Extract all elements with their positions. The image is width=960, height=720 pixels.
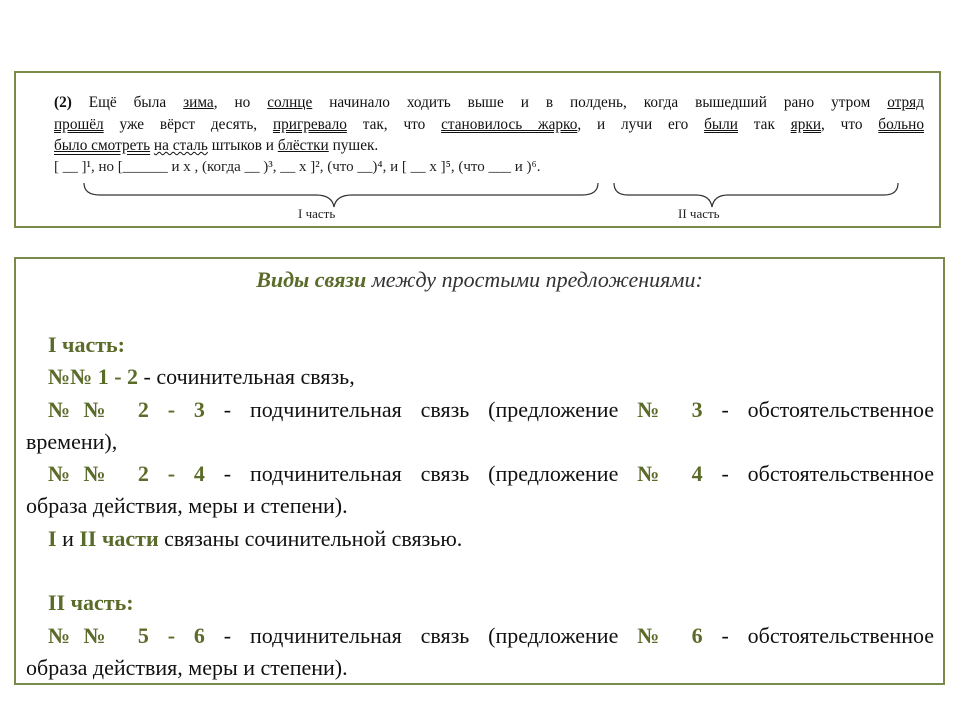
part-2-label: II часть (678, 206, 720, 221)
analysis-box (14, 257, 945, 685)
relation-row-3: №№ 2 - 4 - подчинительная связь (предложение № 4 - обстоятельственное (48, 461, 935, 487)
part-braces (16, 73, 939, 226)
example-line-2: прошёл уже вёрст десять, пригревало так, что становилось жарко, и лучи его были так ярки, что больно (54, 115, 924, 133)
analysis-heading: Виды связи между простыми предложениями: (256, 267, 703, 292)
relation-row-2-cont: времени), (26, 428, 118, 454)
relation-row-4-cont: образа действия, меры и степени). (26, 654, 348, 680)
sentence-scheme: [ __ ]¹, но [______ и х , (когда __ )³, __ х ]², (что __)⁴, и [ __ х ]⁵, (что ___ и )⁶. (54, 159, 541, 175)
part-1-title: I часть: (48, 332, 125, 357)
spacer (26, 555, 934, 587)
example-line-1: (2) Ещё была зима, но солнце начинало ходить выше и в полдень, когда вышедший рано утром отряд (54, 94, 925, 111)
brace-part-1 (84, 183, 598, 207)
part-2-title: II часть: (48, 590, 134, 616)
example-number: (2) (54, 94, 72, 111)
relation-row-3-cont: образа действия, меры и степени). (26, 493, 348, 519)
example-box (14, 71, 941, 228)
part-1-label: I часть (298, 206, 336, 221)
parts-link: I и II части связаны сочинительной связью. (48, 525, 463, 551)
relation-row-2: №№ 2 - 3 - подчинительная связь (предложение № 3 - обстоятельственное (48, 396, 935, 422)
brace-part-2 (614, 183, 898, 207)
analysis-body (26, 329, 934, 684)
relation-row-1: №№ 1 - 2 - сочинительная связь, (48, 364, 355, 390)
example-line-3: было смотреть на сталь штыков и блёстки пушек. (54, 137, 379, 154)
relation-row-4: №№ 5 - 6 - подчинительная связь (предложение № 6 - обстоятельственное (48, 622, 935, 648)
